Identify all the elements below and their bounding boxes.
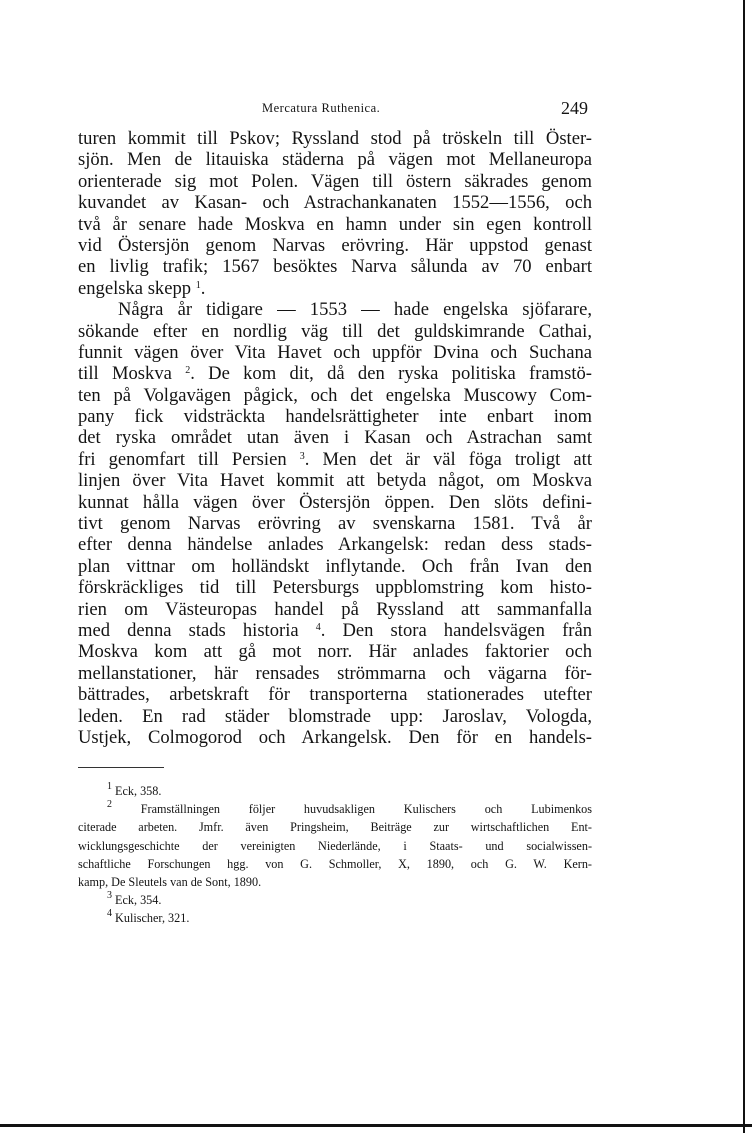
text-line: Några år tidigare — 1553 — hade engelska sjöfarare, [118, 299, 592, 321]
footnote-line: kamp, De Sleutels van de Sont, 1890. [78, 874, 262, 889]
text-line: linjen över Vita Havet kommit att betyda något, om Moskva [78, 470, 592, 492]
text-line: bättrades, arbetskraft för transporterna stationerades utefter [78, 684, 592, 706]
text-line: fri genomfart till Persien $^3$. Men det är väl föga troligt att [78, 448, 592, 470]
footnote-mark: 3 [299, 450, 305, 462]
page-number: 249 [561, 98, 588, 118]
text-line: efter denna händelse anlades Arkangelsk: redan dess stads- [78, 534, 592, 556]
footnote-line: wicklungsgeschichte der vereinigten Niederlände, i Staats- und socialwissen- [78, 838, 592, 853]
text-line: en livlig trafik; 1567 besöktes Narva sålunda av 70 enbart [78, 256, 592, 278]
text-line: till Moskva $^2$. De kom dit, då den ryska politiska framstö- [78, 363, 592, 385]
text-line: med denna stads historia $^4$. Den stora handelsvägen från [78, 619, 592, 641]
text-line: sjön. Men de litauiska städerna på vägen mot Mellaneuropa [78, 149, 592, 171]
footnote-line [78, 891, 592, 909]
text-line: turen kommit till Pskov; Ryssland stod på tröskeln till Öster- [78, 128, 592, 149]
footnote-line [78, 782, 592, 800]
footnote-mark: 1 [107, 781, 112, 792]
footnote-mark: 3 [107, 890, 112, 902]
text-line: plan vittnar om holländskt inflytande. Och från Ivan den [78, 555, 592, 577]
footnote-mark: 2 [185, 365, 191, 377]
text-line: Ustjek, Colmogorod och Arkangelsk. Den för en handels- [78, 726, 592, 748]
text-fragment: De kom dit, då den ryska politiska framstö- [208, 363, 592, 385]
footnote-mark: 4 [107, 908, 112, 920]
text-line: mellanstationer, här rensades strömmarna och vägarna för- [78, 662, 592, 684]
text-fragment: engelska skepp [78, 277, 192, 299]
footnote-text: Eck, 354. [115, 893, 162, 908]
text-fragment: fri genomfart till Persien [78, 448, 287, 470]
text-line: funnit vägen över Vita Havet och uppför Dvina och Suchana [78, 341, 592, 363]
text-line: pany fick vidsträckta handelsrättigheter inte enbart inom [78, 406, 592, 428]
text-line: ten på Volgavägen pågick, och det engelska Muscowy Com- [78, 384, 592, 406]
text-line: sökande efter en nordlig väg till det guldskimrande Cathai, [78, 320, 592, 342]
running-head: Mercatura Ruthenica. [262, 101, 381, 115]
text-line: Moskva kom att gå mot norr. Här anlades faktorier och [78, 641, 592, 663]
text-line: rien om Västeuropas handel på Ryssland att sammanfalla [78, 598, 592, 620]
text-line: vid Östersjön genom Narvas erövring. Här uppstod genast [78, 234, 592, 256]
page-frame-right-edge [743, 0, 745, 1133]
text-line: engelska skepp $^1$. [78, 277, 206, 299]
text-line: leden. En rad städer blomstrade upp: Jaroslav, Vologda, [78, 705, 592, 727]
footnote-mark: 2 [107, 799, 112, 811]
footnote-line: schaftliche Forschungen hgg. von G. Schmoller, X, 1890, och G. W. Kern- [78, 856, 592, 871]
footnote-line [78, 800, 592, 818]
text-line: kunnat hålla vägen över Östersjön öppen. Den slöts defini- [78, 491, 592, 513]
text-line: det ryska området utan även i Kasan och Astrachan samt [78, 427, 592, 449]
text-fragment: Den stora handelsvägen från [342, 619, 592, 641]
footnotes [78, 782, 592, 928]
footnote-text: Eck, 358. [115, 784, 162, 798]
footnote-text: Kulischer, 321. [115, 911, 190, 926]
text-fragment: till Moskva [78, 363, 172, 385]
footnote-mark: 1 [195, 279, 201, 291]
text-line: kuvandet av Kasan- och Astrachankanaten 1552—1556, och [78, 192, 592, 214]
text-fragment: med denna stads historia [78, 619, 299, 641]
footnote-line [78, 909, 592, 927]
text-line: orienterade sig mot Polen. Vägen till östern säkrades genom [78, 170, 592, 192]
text-fragment: Men det är väl föga troligt att [322, 448, 592, 470]
footnote-line: citerade arbeten. Jmfr. även Pringsheim, Beiträge zur wirtschaftlichen Ent- [78, 820, 592, 835]
text-line: tivt genom Narvas erövring av svenskarna 1581. Två år [78, 513, 592, 535]
text-line: två år senare hade Moskva en hamn under sin egen kontroll [78, 213, 592, 235]
text-line: förskräckliges tid till Petersburgs uppblomstring kom histo- [78, 577, 592, 599]
body-text [78, 128, 592, 748]
footnote-text: Framställningen följer huvudsakligen Kulischers och Lubimenkos [140, 802, 592, 817]
page-frame-bottom-edge [0, 1124, 752, 1127]
footnote-mark: 4 [315, 621, 321, 633]
footnote-separator [78, 767, 164, 768]
